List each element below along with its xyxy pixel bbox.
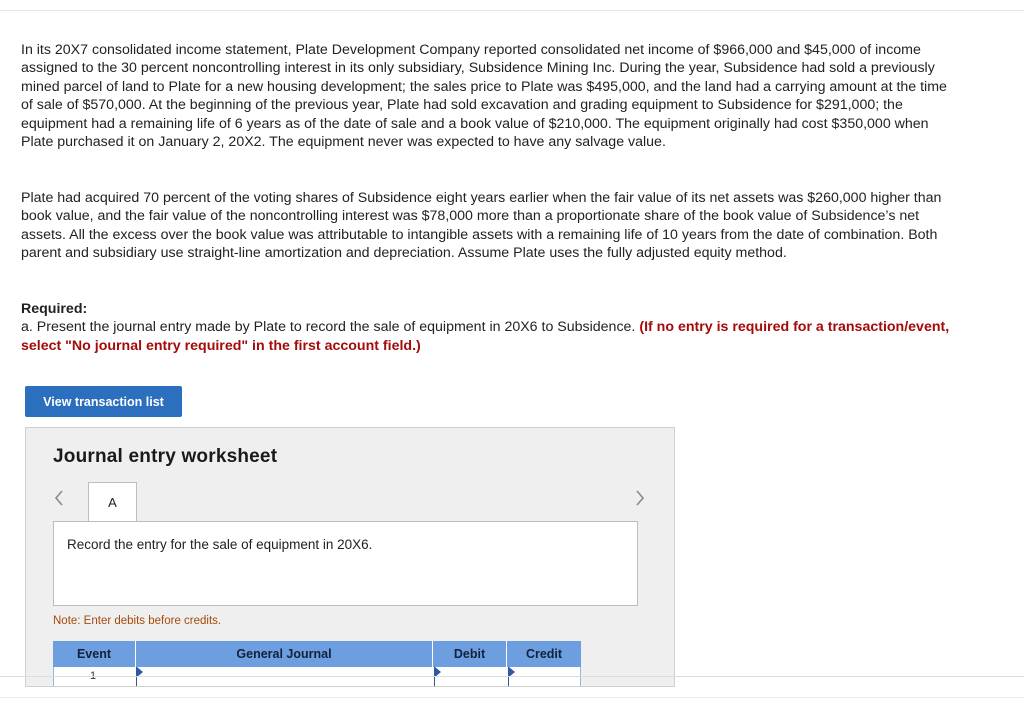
credit-cell[interactable] <box>510 667 580 687</box>
top-divider <box>0 10 1024 11</box>
debit-credit-note: Note: Enter debits before credits. <box>53 615 222 627</box>
bottom-divider <box>0 676 1024 677</box>
worksheet-title: Journal entry worksheet <box>53 446 278 467</box>
table-row <box>53 667 581 687</box>
view-transaction-list-button[interactable]: View transaction list <box>25 386 182 417</box>
problem-paragraph-2: Plate had acquired 70 percent of the voting shares of Subsidence eight years earlier when the fair value of its net assets was $260,000 higher than book value, and the fair value of the noncontrolling interest was $78,000 more than a proportionate share of the book value of Subsidence’s net assets. All the excess over the book value was attributable to intangible assets with a remaining life of 10 years from the date of combination. Both parent and subsidiary use straight-line amortization and depreciation. Assume Plate uses the fully adjusted equity method. <box>21 190 942 262</box>
journal-grid-header <box>53 641 581 667</box>
required-label: Required: <box>21 301 88 317</box>
instruction-text: Record the entry for the sale of equipment in 20X6. <box>67 537 373 552</box>
column-header-credit: Credit <box>525 647 563 661</box>
problem-paragraph-1: In its 20X7 consolidated income statement, Plate Development Company reported consolidated net income of $966,000 and $45,000 of income assigned to the 30 percent noncontrolling interest in its only subsidiary, Subsidence Mining Inc. During the year, Subsidence had sold a previously mined parcel of land to Plate for a new housing development; the sales price to Plate was $495,000, and the land had a carrying amount at the time of sale of $570,000. At the beginning of the previous year, Plate had sold excavation and grading equipment to Subsidence for $291,000; the equipment had a remaining life of 6 years as of the date of sale and a book value of $210,000. The equipment originally had cost $350,000 when Plate purchased it on January 2, 20X2. The equipment never was expected to have any salvage value. <box>21 42 947 151</box>
tab-a[interactable]: A <box>88 482 137 522</box>
footer-divider <box>0 697 1024 698</box>
debit-cell[interactable] <box>436 667 508 687</box>
journal-entry-worksheet <box>25 427 675 687</box>
general-journal-cell[interactable] <box>138 667 434 687</box>
chevron-right-icon[interactable] <box>631 486 649 510</box>
chevron-left-icon[interactable] <box>50 486 68 510</box>
required-note: (If no entry is required for a transaction/event, select "No journal entry required" in the first account field.) <box>21 319 950 354</box>
instruction-box <box>53 521 638 606</box>
column-header-debit: Debit <box>433 641 507 667</box>
column-header-general-journal: General Journal <box>136 641 433 667</box>
column-header-event: Event <box>53 641 136 667</box>
required-text: a. Present the journal entry made by Plate to record the sale of equipment in 20X6 to Subsidence. <box>21 319 636 336</box>
required-section <box>21 300 951 355</box>
